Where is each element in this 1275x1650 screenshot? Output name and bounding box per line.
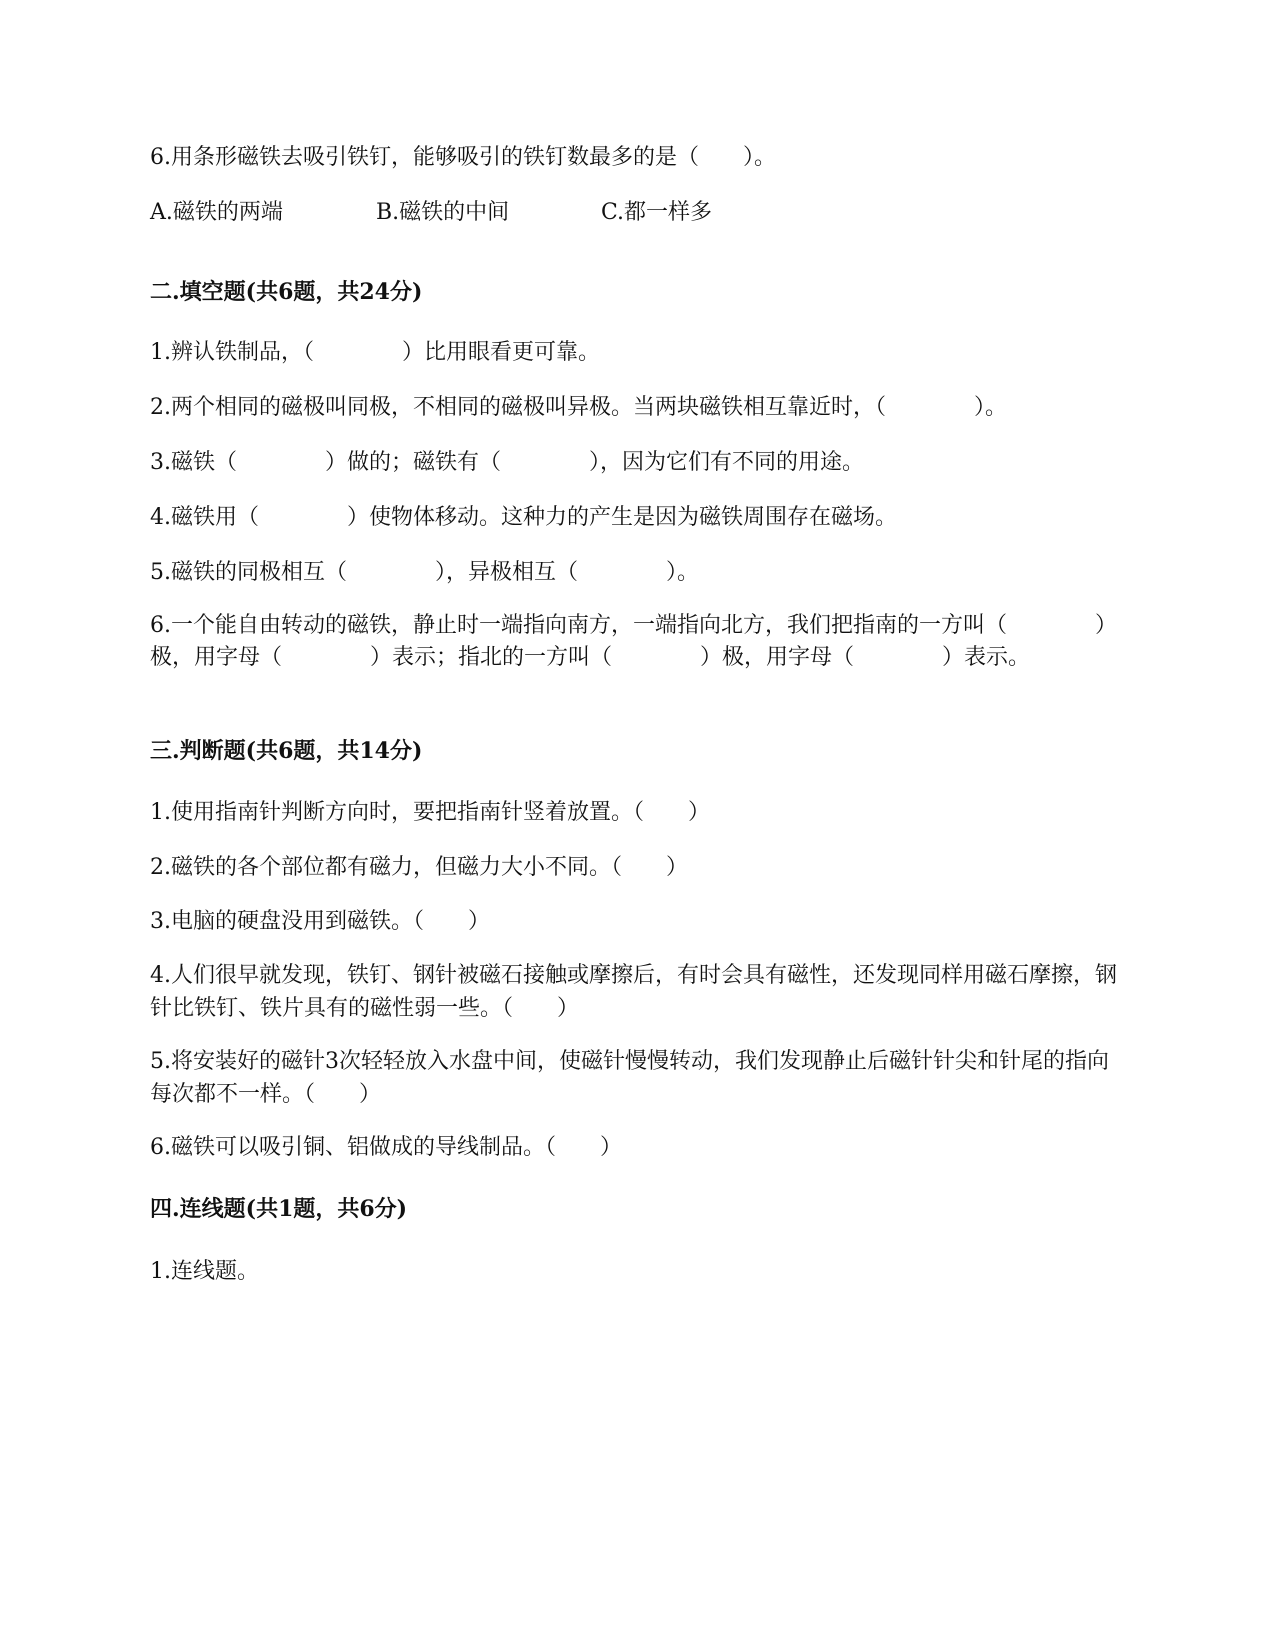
fill-question-2: 2.两个相同的磁极叫同极，不相同的磁极叫异极。当两块磁铁相互靠近时，（ ）。 xyxy=(150,395,1007,420)
fill-question-6: 6.一个能自由转动的磁铁，静止时一端指向南方，一端指向北方，我们把指南的一方叫（ ）极，用字母（ ）表示；指北的一方叫（ ）极，用字母（ ）表示。 xyxy=(150,613,1117,670)
tf-question-1: 1.使用指南针判断方向时，要把指南针竖着放置。（ ） xyxy=(150,800,710,825)
matching-question-1: 1.连线题。 xyxy=(150,1259,259,1284)
option-c: C.都一样多 xyxy=(601,200,713,225)
fill-question-5: 5.磁铁的同极相互（ ），异极相互（ ）。 xyxy=(150,560,699,585)
tf-question-6: 6.磁铁可以吸引铜、铝做成的导线制品。（ ） xyxy=(150,1135,622,1160)
fill-question-4: 4.磁铁用（ ）使物体移动。这种力的产生是因为磁铁周围存在磁场。 xyxy=(150,505,897,530)
option-b: B.磁铁的中间 xyxy=(376,200,510,225)
tf-question-3: 3.电脑的硬盘没用到磁铁。（ ） xyxy=(150,909,490,934)
mc-options-row xyxy=(150,196,1130,229)
section-heading-true-false: 三.判断题(共6题，共14分) xyxy=(150,738,423,764)
mc-question-6: 6.用条形磁铁去吸引铁钉，能够吸引的铁钉数最多的是（ ）。 xyxy=(150,145,776,170)
section-heading-fill-in: 二.填空题(共6题，共24分) xyxy=(150,279,423,305)
tf-question-5: 5.将安装好的磁针3次轻轻放入水盘中间，使磁针慢慢转动，我们发现静止后磁针针尖和针尾的指向每次都不一样。（ ） xyxy=(150,1049,1109,1107)
section-heading-matching: 四.连线题(共1题，共6分) xyxy=(150,1196,408,1222)
tf-question-2: 2.磁铁的各个部位都有磁力，但磁力大小不同。（ ） xyxy=(150,855,688,880)
tf-question-4: 4.人们很早就发现，铁钉、钢针被磁石接触或摩擦后，有时会具有磁性，还发现同样用磁石摩擦，钢针比铁钉、铁片具有的磁性弱一些。（ ） xyxy=(150,963,1117,1021)
fill-question-1: 1.辨认铁制品，（ ）比用眼看更可靠。 xyxy=(150,340,600,365)
fill-question-3: 3.磁铁（ ）做的；磁铁有（ ），因为它们有不同的用途。 xyxy=(150,450,864,475)
option-a: A.磁铁的两端 xyxy=(150,200,283,225)
